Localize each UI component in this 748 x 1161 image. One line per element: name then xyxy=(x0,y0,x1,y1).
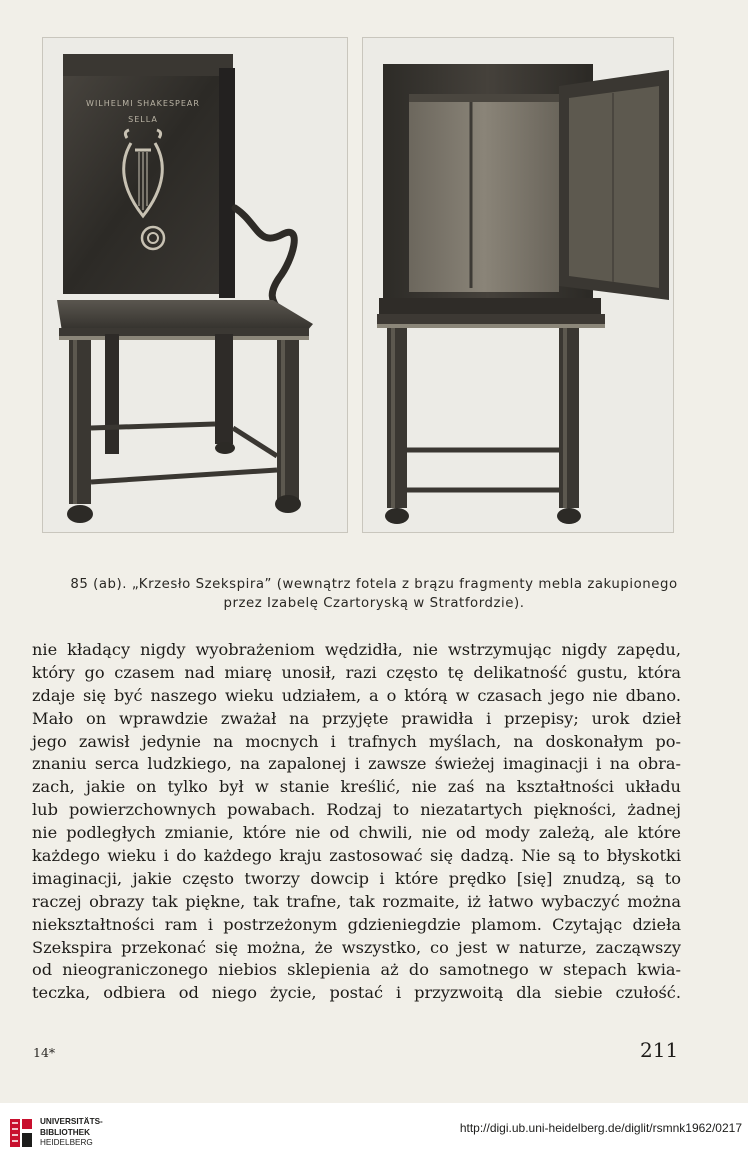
text-line: lub powierzchownych powabach. Rodzaj to niezatartych piękności, żadnej xyxy=(32,800,681,820)
text-line: raczej obrazy tak piękne, tak trafne, tak rozmaite, iż łatwo wybaczyć można xyxy=(32,891,681,911)
inscription-line-1: WILHELMI SHAKESPEAR xyxy=(86,99,200,108)
text-line: od nieograniczonego niebios sklepienia aż do samotnego w stepach kwia- xyxy=(32,960,681,980)
figure-shakespeare-chair-photo xyxy=(42,37,348,533)
page-number: 211 xyxy=(640,1038,679,1062)
footer-bar xyxy=(0,1103,748,1161)
text-line: nie podległych zmianie, które nie od chwili, nie od mody zależą, ale które xyxy=(32,823,681,843)
text-line: imaginacji, jakie często tworzy dowcip i które prędko [się] znudzą, są to xyxy=(32,868,681,888)
university-library-logo[interactable] xyxy=(8,1115,118,1155)
caption-line-2: przez Izabelę Czartoryską w Stratfordzie). xyxy=(223,596,525,611)
text-line: jego zawisł jedynie na mocnych i trafnych myślach, na doskonałym po- xyxy=(32,731,681,751)
figure-caption xyxy=(30,575,718,613)
text-line: każdego wieku i do każdego kraju zastosować się dadzą. Nie są to błyskotki xyxy=(32,846,681,866)
digital-library-url[interactable]: http://digi.ub.uni-heidelberg.de/diglit/rsmnk1962/0217 xyxy=(459,1121,742,1135)
figure-chair-interior-photo xyxy=(362,37,674,533)
logo-text xyxy=(40,1117,103,1149)
inscription-line-2: SELLA xyxy=(128,115,158,124)
cabinet-illustration xyxy=(363,38,673,532)
signature-mark: 14* xyxy=(33,1045,56,1060)
text-line: teczka, odbiera od niego życie, postać i przyzwoitą dla siebie czułość. xyxy=(32,983,681,1003)
text-line: zdaje się być naszego wieku udziałem, a o którą w czasach jego nie dbano. xyxy=(32,685,681,705)
logo-line-2: BIBLIOTHEK xyxy=(40,1127,91,1137)
text-line: Szekspira przekonać się można, że wszystko, co jest w naturze, zacząwszy xyxy=(32,937,681,957)
text-line: Mało on wprawdzie zważał na przyjęte prawidła i przepisy; urok dzieł xyxy=(32,708,681,728)
text-line: zach, jakie on tylko był w stanie kreślić, nie zaś na kształtności układu xyxy=(32,777,681,797)
chair-illustration xyxy=(43,38,347,532)
text-line: niekształtności ram i postrzeżonym gdzieniegdzie plamom. Czytając dzieła xyxy=(32,914,681,934)
text-line: nie kładący nigdy wyobrażeniom wędzidła, nie wstrzymując nigdy zapędu, xyxy=(32,640,681,659)
text-line: który go czasem nad miarę unosił, razi często tę delikatność gustu, która xyxy=(32,662,681,682)
body-paragraph xyxy=(32,639,681,1005)
logo-line-3: HEIDELBERG xyxy=(40,1138,93,1147)
logo-line-1: UNIVERSITÄTS- xyxy=(40,1117,103,1126)
serpent-armrest xyxy=(235,208,294,310)
heidelberg-logo-icon xyxy=(8,1115,34,1151)
caption-line-1: 85 (ab). „Krzesło Szekspira” (wewnątrz fotela z brązu fragmenty mebla zakupionego xyxy=(70,577,678,592)
text-line: znaniu serca ludzkiego, na zapalonej i zawsze świeżej imaginacji i na obra- xyxy=(32,754,681,774)
